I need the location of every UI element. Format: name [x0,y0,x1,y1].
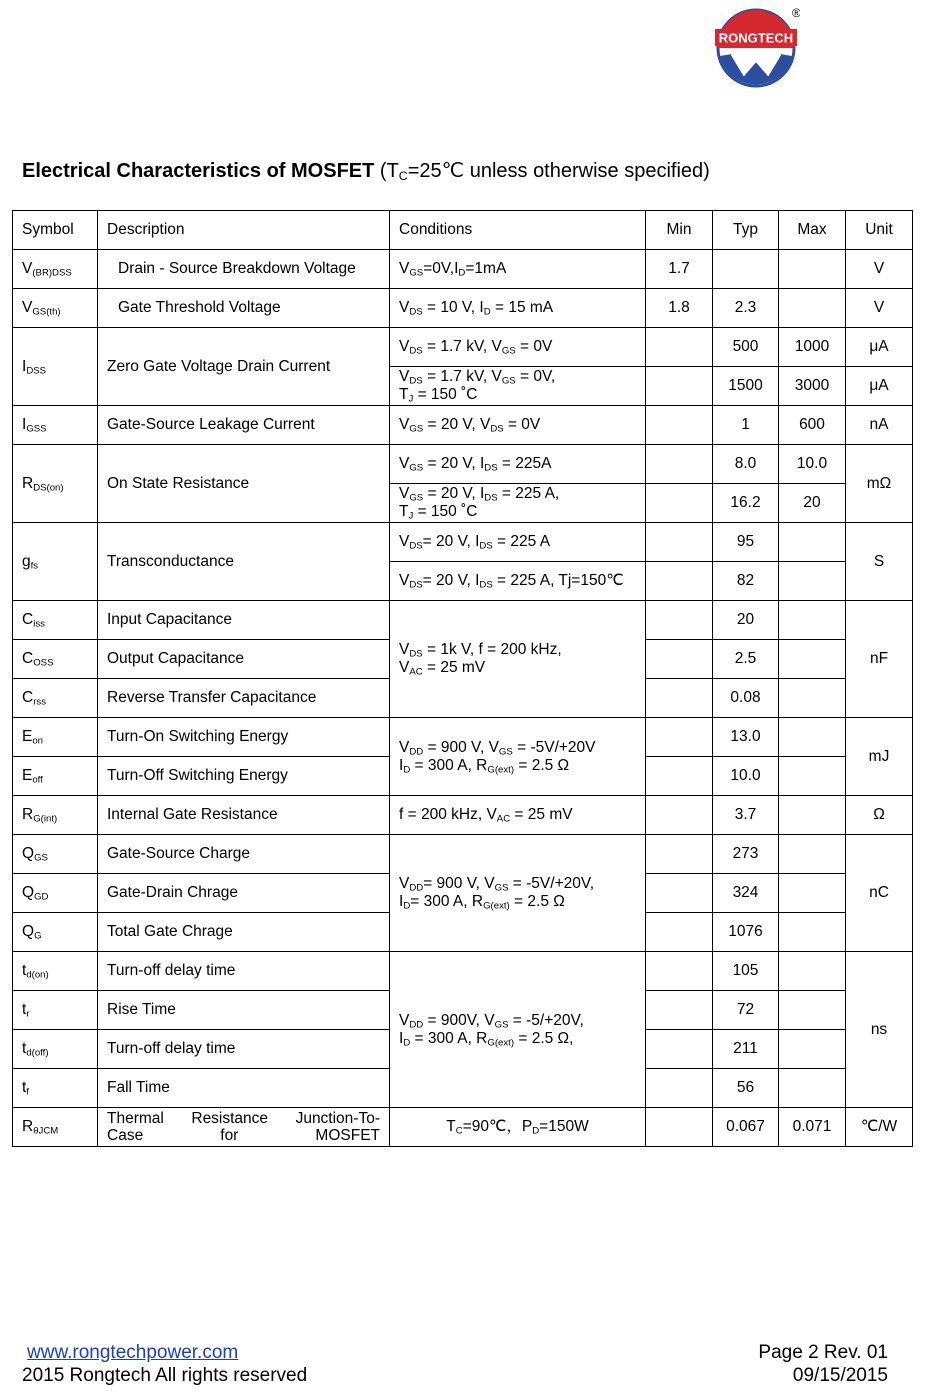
conditions: $V_{DD} = 900V$, $V_{GS} = -5/+20V$, $I_D = 300$ A, $R_{G(ext)} = 2.5$ Ω, [390,952,646,1108]
min [646,835,713,874]
description: Turn-off delay time [98,1030,390,1069]
unit: ℃/W [846,1108,913,1147]
unit: ns [846,952,913,1108]
max [779,757,846,796]
unit: mΩ [846,445,913,523]
max [779,1069,846,1108]
max [779,679,846,718]
description: Reverse Transfer Capacitance [98,679,390,718]
table-row [13,718,913,757]
conditions: $V_{DS} = 1k$ V, f = 200 kHz, $V_{AC} = 25$ mV [390,601,646,718]
typ: 82 [713,562,779,601]
max [779,250,846,289]
header-description: Description [98,211,390,250]
table-row [13,328,913,367]
conditions: $V_{DS} = 1.7$ kV, $V_{GS} = 0V$ [390,328,646,367]
symbol: $R_{\theta JCM}$ [13,1108,98,1147]
description: Rise Time [98,991,390,1030]
unit: S [846,523,913,601]
title-condition: ($T_C=25℃$ unless otherwise specified) [379,160,710,184]
min: 1.7 [646,250,713,289]
typ: 13.0 [713,718,779,757]
table-row [13,952,913,991]
max [779,289,846,328]
conditions: $V_{GS} = 20$ V, $I_{DS} = 225A$ [390,445,646,484]
typ: 56 [713,1069,779,1108]
max [779,640,846,679]
typ: 500 [713,328,779,367]
symbol: $C_{rss}$ [13,679,98,718]
max [779,913,846,952]
header-max: Max [779,211,846,250]
unit: V [846,289,913,328]
min [646,1030,713,1069]
max [779,523,846,562]
max: 600 [779,406,846,445]
min [646,991,713,1030]
min [646,874,713,913]
symbol: $t_f$ [13,1069,98,1108]
min [646,757,713,796]
unit: nC [846,835,913,952]
min [646,1108,713,1147]
description: Transconductance [98,523,390,601]
table-header-row [13,211,913,250]
min [646,406,713,445]
description: Drain - Source Breakdown Voltage [98,250,390,289]
unit: Ω [846,796,913,835]
conditions: f = 200 kHz, $V_{AC} = 25$ mV [390,796,646,835]
typ: 324 [713,874,779,913]
max: 20 [779,484,846,523]
min [646,367,713,406]
typ: 0.08 [713,679,779,718]
unit: μA [846,367,913,406]
symbol: $V_{(BR)DSS}$ [13,250,98,289]
header-unit: Unit [846,211,913,250]
min [646,562,713,601]
description: Total Gate Chrage [98,913,390,952]
min: 1.8 [646,289,713,328]
typ [713,250,779,289]
max [779,991,846,1030]
min [646,640,713,679]
website-link[interactable]: www.rongtechpower.com [27,1342,239,1363]
symbol: $C_{OSS}$ [13,640,98,679]
header-typ: Typ [713,211,779,250]
min [646,718,713,757]
typ: 273 [713,835,779,874]
max: 10.0 [779,445,846,484]
min [646,679,713,718]
conditions: $V_{GS} = 20$ V, $V_{DS} = 0V$ [390,406,646,445]
table-row [13,406,913,445]
symbol: $Q_{GS}$ [13,835,98,874]
max [779,835,846,874]
conditions: $V_{DS}= 20$ V, $I_{DS} = 225$ A [390,523,646,562]
symbol: $R_{G(int)}$ [13,796,98,835]
symbol: $Q_G$ [13,913,98,952]
typ: 10.0 [713,757,779,796]
max [779,562,846,601]
typ: 1500 [713,367,779,406]
rongtech-logo [712,4,800,88]
description: Internal Gate Resistance [98,796,390,835]
max [779,1030,846,1069]
header-conditions: Conditions [390,211,646,250]
typ: 1 [713,406,779,445]
header-symbol: Symbol [13,211,98,250]
description: Turn-On Switching Energy [98,718,390,757]
conditions: $V_{DD} = 900$ V, $V_{GS} = -5V/+20V$ $I_D = 300$ A, $R_{G(ext)} = 2.5$ Ω [390,718,646,796]
min [646,913,713,952]
symbol: $I_{GSS}$ [13,406,98,445]
min [646,1069,713,1108]
unit: μA [846,328,913,367]
unit: nF [846,601,913,718]
footer-url[interactable] [27,1342,238,1364]
title-bold: Electrical Characteristics of MOSFET [22,160,375,182]
table-row [13,250,913,289]
max: 1000 [779,328,846,367]
typ: 72 [713,991,779,1030]
min [646,952,713,991]
conditions: $V_{GS} = 20$ V, $I_{DS} = 225$ A, $T_J = 150$ ˚C [390,484,646,523]
symbol: $Q_{GD}$ [13,874,98,913]
description: Output Capacitance [98,640,390,679]
page-title [22,158,710,183]
typ: 20 [713,601,779,640]
min [646,523,713,562]
typ: 1076 [713,913,779,952]
typ: 16.2 [713,484,779,523]
footer-page: Page 2 Rev. 01 [758,1342,888,1363]
max: 3000 [779,367,846,406]
description: Thermal Resistance Junction-To- Case for MOSFET [98,1108,390,1147]
electrical-characteristics-table [12,210,913,1147]
conditions: $T_C=90℃$，$P_D=150W$ [390,1108,646,1147]
description: Gate-Drain Chrage [98,874,390,913]
symbol: $g_{fs}$ [13,523,98,601]
table-row [13,289,913,328]
table-row [13,835,913,874]
description: Turn-Off Switching Energy [98,757,390,796]
max: 0.071 [779,1108,846,1147]
typ: 2.5 [713,640,779,679]
symbol: $t_{d(off)}$ [13,1030,98,1069]
description: Fall Time [98,1069,390,1108]
symbol: $I_{DSS}$ [13,328,98,406]
max [779,796,846,835]
conditions: $V_{DS} = 1.7$ kV, $V_{GS} = 0V$, $T_J = 150$ ˚C [390,367,646,406]
table-row [13,523,913,562]
unit: mJ [846,718,913,796]
max [779,952,846,991]
description: Turn-off delay time [98,952,390,991]
conditions: $V_{GS}=0V,I_D=1mA$ [390,250,646,289]
table-row [13,796,913,835]
symbol: $C_{iss}$ [13,601,98,640]
typ: 105 [713,952,779,991]
table-row [13,1108,913,1147]
table-row [13,445,913,484]
symbol: $R_{DS(on)}$ [13,445,98,523]
min [646,328,713,367]
typ: 3.7 [713,796,779,835]
conditions: $V_{DD}= 900$ V, $V_{GS} = -5V/+20V$, $I_D= 300$ A, $R_{G(ext)} = 2.5$ Ω [390,835,646,952]
unit: V [846,250,913,289]
description: Zero Gate Voltage Drain Current [98,328,390,406]
symbol: $E_{on}$ [13,718,98,757]
unit: nA [846,406,913,445]
description: Gate Threshold Voltage [98,289,390,328]
typ: 211 [713,1030,779,1069]
logo-wordmark: RONGTECH [718,30,794,46]
max [779,874,846,913]
footer-date: 09/15/2015 [792,1365,888,1386]
description: Gate-Source Charge [98,835,390,874]
min [646,484,713,523]
min [646,445,713,484]
typ: 0.067 [713,1108,779,1147]
registered-mark: ® [792,6,800,20]
max [779,718,846,757]
symbol: $V_{GS(th)}$ [13,289,98,328]
header-min: Min [646,211,713,250]
table-row [13,601,913,640]
description: Input Capacitance [98,601,390,640]
description: Gate-Source Leakage Current [98,406,390,445]
symbol: $t_{d(on)}$ [13,952,98,991]
min [646,796,713,835]
symbol: $t_r$ [13,991,98,1030]
max [779,601,846,640]
min [646,601,713,640]
footer-copyright: 2015 Rongtech All rights reserved [22,1365,308,1386]
description: On State Resistance [98,445,390,523]
conditions: $V_{DS}= 20$ V, $I_{DS} = 225$ A, Tj=150℃ [390,562,646,601]
symbol: $E_{off}$ [13,757,98,796]
typ: 8.0 [713,445,779,484]
typ: 2.3 [713,289,779,328]
conditions: $V_{DS} = 10$ V, $I_D = 15$ mA [390,289,646,328]
typ: 95 [713,523,779,562]
